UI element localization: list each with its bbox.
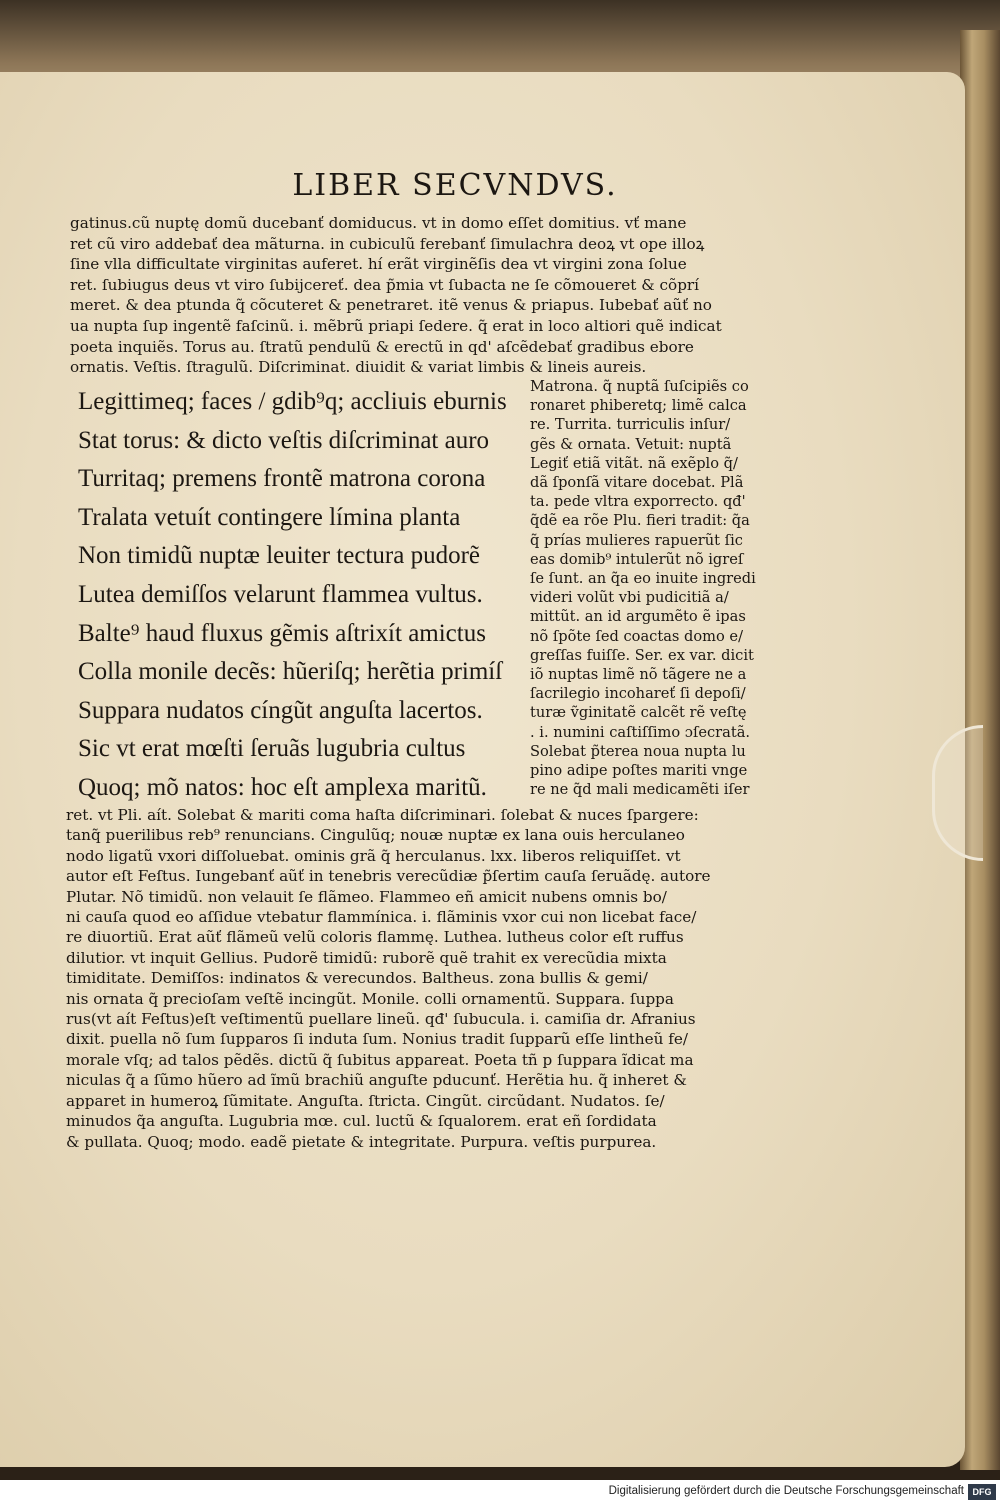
commentary-line: turæ ṽginitatẽ calcẽt rẽ veſtę	[530, 704, 747, 722]
footer-bar	[0, 1480, 1000, 1506]
commentary-line: & pullata. Quoq; modo. eadẽ pietate & integritate. Purpura. veſtis purpurea.	[66, 1132, 657, 1151]
footer-credit: Digitalisierung gefördert durch die Deutsche Forschungsgemeinschaft	[608, 1485, 964, 1497]
commentary-line: gatinus.cũ nuptę domũ ducebanť domiducus. vt in domo eſſet domitius. vť mane	[70, 214, 687, 232]
commentary-line: niculas q̃ a ſũmo hũero ad ĩmũ brachiũ anguſte pducunť. Herẽtia hu. q̃ inheret &	[66, 1071, 687, 1090]
commentary-line: autor eſt Feſtus. Iungebanť aũť in tenebris verecũdiæ p̃ſertim cauſa ſeruãdę. autore	[66, 867, 711, 886]
verse-line: Sic vt erat mœſti ſeruãs lugubria cultus	[78, 735, 466, 763]
commentary-line: mittũt. an id argumẽto ẽ ipas	[530, 608, 746, 626]
commentary-line: ret. vt Pli. aít. Solebat & mariti coma haſta diſcriminari. ſolebat & nuces ſpargere:	[66, 806, 699, 824]
commentary-line: gẽs & ornata. Vetuit: nuptã	[530, 435, 732, 453]
commentary-line: ſacrilegio incohareť ſi depoſi/	[530, 685, 746, 703]
verse-line: Stat torus: & dicto veſtis diſcriminat auro	[78, 426, 490, 454]
commentary-line: tanq̃ puerilibus reb⁹ renuncians. Cingulũq; nouæ nuptæ ex lana ouis herculaneo	[66, 826, 685, 845]
commentary-line: nõ ſpõte ſed coactas domo e/	[530, 627, 743, 645]
commentary-line: ret cũ viro addebať dea mãturna. in cubiculũ ferebanť ſimulachra deoꝝ vt ope illoꝝ	[70, 234, 705, 253]
verse-block	[78, 383, 528, 808]
commentary-line: greſſas fuiſſe. Ser. ex var. dicit	[530, 646, 754, 664]
commentary-line: eas domib⁹ intulerũt nõ igreſ	[530, 550, 744, 568]
commentary-line: ua nupta ſup ingentẽ faſcinũ. i. mẽbrũ priapi ſedere. q̃ erat in loco altiori quẽ indicat	[70, 316, 722, 335]
commentary-line: videri volũt vbi pudicitiã a/	[530, 589, 729, 607]
commentary-line: ni cauſa quod eo aſſidue vtebatur flammínica. i. flãminis vxor cui non licebat face/	[66, 908, 697, 927]
bottom-commentary	[66, 805, 791, 1152]
verse-line: Colla monile decẽs: hũeriſq; herẽtia primíſ	[78, 658, 503, 686]
commentary-line: Matrona. q̃ nuptã ſuſcipiẽs co	[530, 378, 749, 395]
commentary-line: ſe ſunt. an q̃a eo inuite ingredi	[530, 570, 756, 588]
verse-line: Tralata vetuít contingere límina planta	[78, 503, 461, 531]
verse-line: Lutea demiſſos velarunt flammea vultus.	[78, 580, 483, 608]
top-commentary	[70, 213, 790, 378]
commentary-line: ornatis. Veſtis. ſtragulũ. Diſcriminat. diuidit & variat limbis & lineis aureis.	[70, 358, 647, 377]
commentary-line: Plutar. Nõ timidũ. non velauit ſe flãmeo. Flammeo eñ amicit nubens omnis bo/	[66, 887, 667, 906]
commentary-line: . i. numini caſtiſſimo ɔſecratã.	[530, 723, 751, 741]
commentary-line: re ne q̃d mali medicamẽti iſer	[530, 781, 750, 799]
dfg-logo-icon[interactable]: DFG	[968, 1484, 996, 1500]
verse-line: Non timidũ nuptæ leuiter tectura pudorẽ	[78, 542, 480, 570]
commentary-line: rus(vt aít Feſtus)eſt veſtimentũ puellare lineũ. qđ' ſubucula. i. camiſia dr. Afranius	[66, 1010, 696, 1029]
commentary-line: poeta inquiẽs. Torus au. ſtratũ pendulũ & erectũ in qd' aſcẽdebať gradibus ebore	[70, 337, 694, 356]
commentary-line: re diuortiũ. Erat aũť flãmeũ velũ coloris flammę. Luthea. lutheus color eſt ruffus	[66, 928, 684, 947]
commentary-line: dixit. puella nõ ſum ſupparos ſi induta ſum. Nonius tradit ſupparũ eſſe lintheũ fe/	[66, 1030, 688, 1049]
commentary-line: ronaret phiberetq; limẽ calca	[530, 397, 747, 415]
commentary-line: ſine vlla difficultate virginitas auferet. hí erãt virginẽſis dea vt virgini zona ſolue	[70, 255, 687, 274]
verse-line: Quoq; mõ natos: hoc eſt amplexa maritũ.	[78, 773, 487, 801]
commentary-line: dã ſponſã vitare docebat. Plã	[530, 474, 744, 492]
verse-line: Turritaq; premens frontẽ matrona corona	[78, 465, 486, 493]
commentary-line: minudos q̃a anguſta. Lugubria mœ. cul. luctũ & ſqualorem. erat eñ ſordidata	[66, 1112, 657, 1131]
verse-line: Balte⁹ haud fluxus gẽmis aſtrixít amictus	[78, 619, 486, 647]
side-commentary	[530, 377, 790, 799]
commentary-line: q̃ prías mulieres rapuerũt ſic	[530, 531, 743, 549]
commentary-line: iõ nuptas limẽ nõ tãgere ne a	[530, 666, 747, 684]
commentary-line: re. Turrita. turriculis inſur/	[530, 416, 731, 434]
commentary-line: apparet in humeroꝝ ſũmitate. Anguſta. ſtricta. Cingũt. circũdant. Nudatos. ſe/	[66, 1091, 665, 1110]
commentary-line: q̃dẽ ea rõe Plu. fieri tradit: q̃a	[530, 512, 750, 530]
running-head: LIBER SECVNDVS.	[292, 168, 618, 203]
verse-line: Legittimeq; faces / gdib⁹q; accliuis eburnis	[78, 388, 507, 415]
verse-line: Suppara nudatos cíngũt anguſta lacertos.	[78, 696, 483, 724]
commentary-line: timiditate. Demiſſos: indinatos & verecundos. Baltheus. zona bullis & gemi/	[66, 969, 648, 988]
commentary-line: nis ornata q̃ precioſam veſtẽ incingũt. Monile. colli ornamentũ. Suppara. ſuppa	[66, 989, 674, 1008]
commentary-line: morale vſq; ad talos pẽdẽs. dictũ q̃ ſubitus appareat. Poeta tñ p ſuppara ĩdicat ma	[66, 1050, 694, 1069]
commentary-line: nodo ligatũ vxori diſſoluebat. ominis grã q̃ herculanus. lxx. liberos reliquiſſet. vt	[66, 846, 681, 865]
commentary-line: meret. & dea ptunda q̃ cõcuteret & penetraret. itẽ venus & priapus. Iubebať aũť no	[70, 296, 712, 315]
commentary-line: dilutior. vt inquit Gellius. Pudorẽ timidũ: ruborẽ quẽ trahit ex verecũdia mixta	[66, 948, 667, 967]
commentary-line: Legiť etiã vitãt. nã exẽplo q̃/	[530, 454, 738, 472]
commentary-line: pino adipe poſtes mariti vnge	[530, 762, 748, 780]
commentary-line: Solebat p̃terea noua nupta lu	[530, 742, 746, 760]
commentary-line: ret. ſubiugus deus vt viro ſubijcereť. dea p̃mia vt ſubacta ne ſe cõmoueret & cõprí	[70, 275, 700, 294]
commentary-line: ta. pede vltra exporrecto. qđ'	[530, 493, 746, 511]
